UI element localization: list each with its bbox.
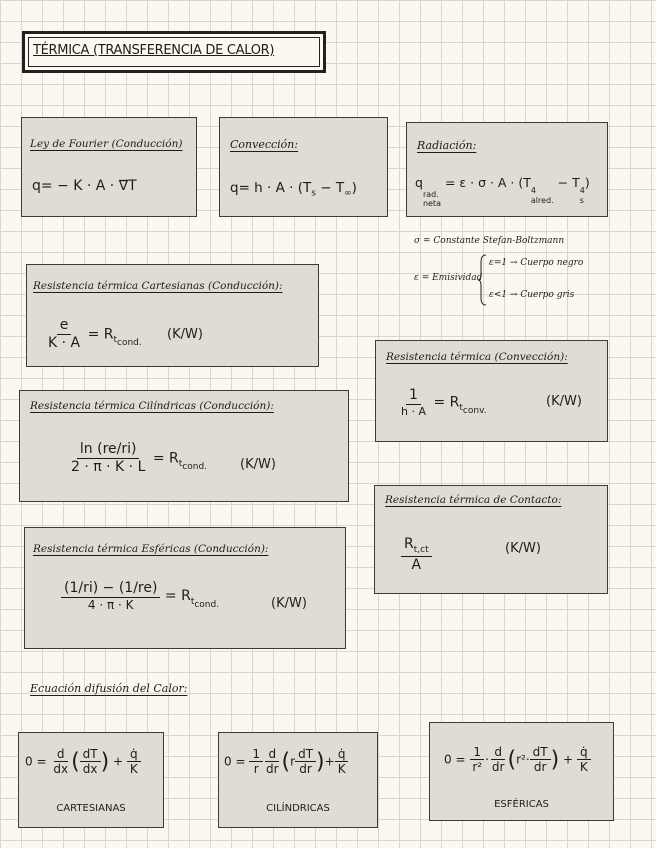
- contacto-heading: Resistencia térmica de Contacto:: [385, 494, 562, 506]
- fourier-box: [21, 117, 197, 217]
- difusion-cil-box: [218, 732, 378, 828]
- rad-sub2: neta: [422, 199, 441, 208]
- cilindricas-box: [19, 390, 349, 502]
- esfericas-formula: [61, 580, 219, 612]
- convres-subsub: conv.: [462, 406, 487, 417]
- esf-subsub: cond.: [194, 599, 220, 610]
- contacto-box: [374, 485, 608, 594]
- cartesianas-unit: (K/W): [167, 327, 203, 342]
- cil-subsub: cond.: [182, 461, 208, 472]
- conv-minus: − T: [315, 180, 345, 196]
- conv-res-unit: (K/W): [546, 394, 582, 409]
- cil-den: 2 · π · K · L: [71, 458, 146, 475]
- dcil-eq: 0 =: [224, 754, 246, 769]
- cil-eq: = R: [152, 450, 179, 467]
- rad-close: ): [584, 175, 590, 190]
- rad-eq: = ε · σ · A · (T: [440, 175, 531, 190]
- cartesianas-box: [26, 264, 319, 367]
- conv-res-box: [375, 340, 608, 442]
- conveccion-box: [219, 117, 388, 217]
- epsilon-note: ε = Emisividad: [414, 273, 483, 283]
- contacto-unit: (K/W): [505, 541, 541, 556]
- dc-eq: 0 =: [25, 754, 47, 769]
- sigma-note: σ = Constante Stefan-Boltzmann: [414, 236, 565, 246]
- cilindricas-formula: [68, 441, 207, 476]
- fourier-q: q: [32, 178, 41, 194]
- curly-brace-icon: [478, 254, 488, 306]
- convres-sub: t: [459, 403, 463, 414]
- rad-q: q: [415, 175, 423, 190]
- brace-line-2: ε<1 → Cuerpo gris: [489, 290, 575, 300]
- radiacion-heading: Radiación:: [417, 139, 477, 152]
- rad-sup4a: 4: [530, 186, 536, 195]
- esfericas-heading: Resistencia térmica Esféricas (Conducción):: [33, 543, 269, 555]
- rad-s: s: [579, 196, 584, 205]
- convres-num: 1: [406, 387, 421, 405]
- conv-res-heading: Resistencia térmica (Convección):: [386, 351, 568, 363]
- fourier-formula: [32, 178, 137, 194]
- cilindricas-heading: Resistencia térmica Cilíndricas (Conducción):: [30, 400, 274, 412]
- convres-eq: = R: [433, 394, 460, 411]
- esf-sub: t: [190, 596, 195, 607]
- cart-num: e: [57, 317, 72, 335]
- radiacion-box: [406, 122, 608, 217]
- cil-sub: t: [178, 459, 183, 470]
- conv-res-formula: [398, 387, 487, 418]
- difusion-esf-box: [429, 722, 614, 821]
- cilindricas-unit: (K/W): [240, 457, 276, 472]
- conveccion-heading: Convección:: [230, 138, 299, 151]
- esf-den: 4 · π · K: [87, 597, 134, 612]
- cart-den: K · A: [48, 334, 81, 351]
- cartesianas-heading: Resistencia térmica Cartesianas (Conducción):: [33, 280, 283, 292]
- conveccion-formula: [230, 180, 357, 199]
- rad-minus: − T: [553, 175, 580, 190]
- conv-s: s: [311, 188, 316, 199]
- conv-q: q: [230, 180, 239, 196]
- esf-num: (1/ri) − (1/re): [61, 580, 160, 598]
- rad-sup4b: 4: [579, 186, 585, 195]
- conv-inf: ∞: [344, 188, 352, 199]
- convres-den: h · A: [401, 404, 426, 418]
- desf-eq: 0 =: [444, 752, 466, 767]
- esfericas-box: [24, 527, 346, 649]
- contacto-den: A: [411, 556, 422, 573]
- difusion-esf-formula: 0 = $\frac{1}{\text{r²}}$ · $\frac{d}{dr}$ (r²· $\frac{dT}{dr}$ ) + $\frac{q̇}{K}$: [444, 745, 591, 775]
- conv-close: ): [351, 180, 357, 196]
- difusion-esf-label: ESFÉRICAS: [494, 799, 549, 810]
- fourier-heading: Ley de Fourier (Conducción): [30, 138, 183, 150]
- difusion-cil-formula: 0 = $\frac{1}{r}$ $\frac{d}{dr}$ (r $\frac{dT}{dr}$ )+ $\frac{q̇}{K}$: [224, 747, 349, 777]
- brace-line-1: ε=1 → Cuerpo negro: [489, 258, 584, 268]
- fourier-T: T: [128, 178, 137, 194]
- difusion-cart-label: CARTESIANAS: [56, 803, 126, 814]
- difusion-cart-formula: 0 = $\frac{d}{dx}$ ( $\frac{dT}{dx}$ ) + $\frac{q̇}{K}$: [25, 747, 141, 777]
- difusion-cil-label: CILÍNDRICAS: [266, 803, 330, 814]
- rad-alred: alred.: [530, 196, 554, 205]
- cart-sub: t: [113, 335, 118, 346]
- fourier-eq: = − K · A ·: [40, 178, 119, 194]
- esf-eq: = R: [164, 588, 191, 605]
- cart-eq: = R: [87, 326, 114, 343]
- esfericas-unit: (K/W): [271, 596, 307, 611]
- conv-eq: = h · A · (T: [238, 180, 312, 196]
- rad-sub1: rad.: [422, 190, 439, 199]
- contacto-numsub: t,ct: [413, 544, 429, 555]
- difusion-cart-box: [18, 732, 164, 828]
- nabla-symbol: ∇⃗: [118, 178, 129, 194]
- contacto-formula: [401, 536, 432, 573]
- contacto-num: R: [404, 536, 414, 552]
- cil-num: ln (re/ri): [77, 441, 140, 459]
- cart-subsub: cond.: [117, 337, 142, 348]
- difusion-heading: Ecuación difusión del Calor:: [30, 682, 188, 695]
- page-title: TÉRMICA (TRANSFERENCIA DE CALOR): [33, 43, 275, 58]
- title-box: [22, 31, 326, 73]
- radiacion-formula: [415, 175, 590, 208]
- cartesianas-formula: [45, 317, 142, 352]
